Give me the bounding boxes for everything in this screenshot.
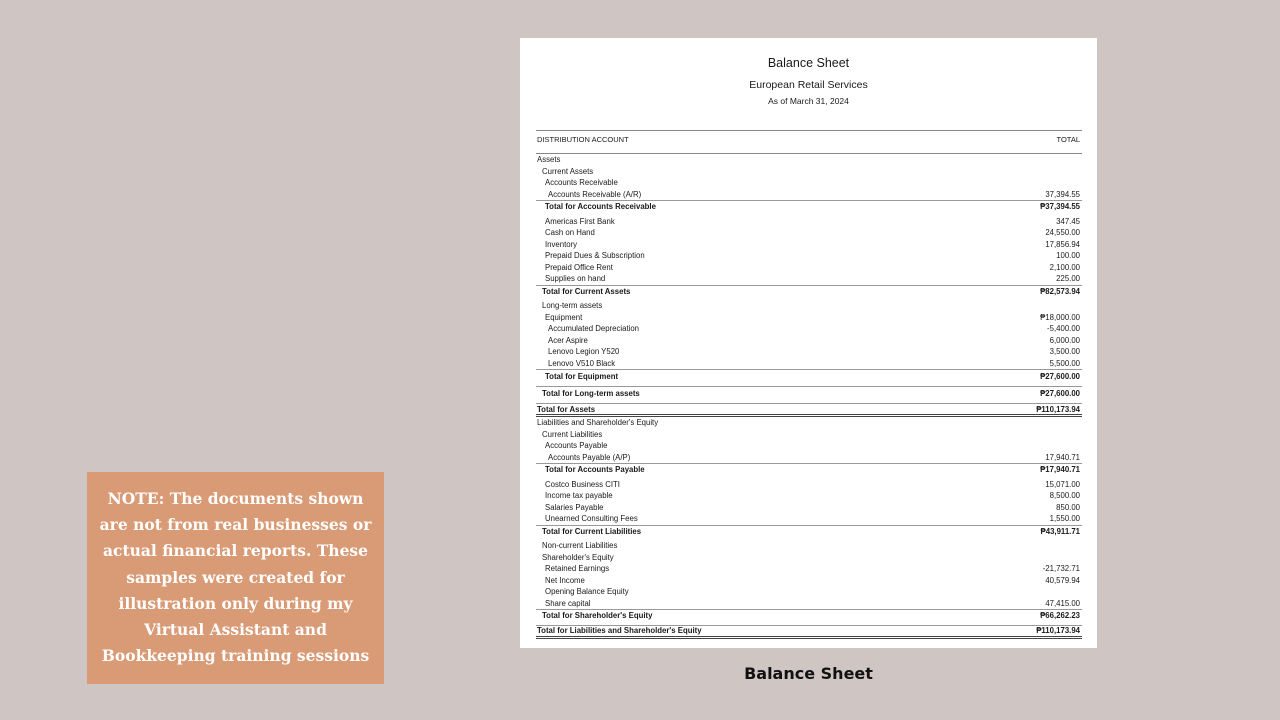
grand-total-row: Total for Assets ₱110,173.94 [536,403,1082,417]
company-name: European Retail Services [749,79,868,91]
subtotal-row: Total for Current Assets ₱82,573.94 [536,285,1082,298]
subtotal-row: Total for Accounts Receivable ₱37,394.55 [536,200,1082,213]
subtotal-row: Total for Equipment ₱27,600.00 [536,369,1082,383]
account-row: Lenovo V510 Black 5,500.00 [548,358,1080,368]
account-row: Unearned Consulting Fees 1,550.00 [545,514,1080,524]
report-title: Balance Sheet [767,56,850,70]
account-row: Opening Balance Equity [545,587,629,597]
group-header: Accounts Payable [545,441,608,451]
total-column-header: TOTAL [1056,134,1080,144]
account-row: Americas First Bank 347.45 [545,216,1080,226]
report-rows [536,154,1082,639]
account-row: Supplies on hand 225.00 [545,274,1080,284]
account-column-header: DISTRIBUTION ACCOUNT [537,134,629,144]
balance-sheet-document [520,38,1097,648]
account-row: Cash on Hand 24,550.00 [545,228,1080,238]
grand-total-row: Total for Liabilities and Shareholder's Equity ₱110,173.94 [536,625,1082,639]
account-row: Retained Earnings -21,732.71 [545,564,1080,574]
group-header: Current Assets [542,166,594,176]
account-row: Accumulated Depreciation -5,400.00 [548,324,1080,334]
subtotal-row: Total for Long-term assets ₱27,600.00 [536,386,1082,400]
account-row: Prepaid Office Rent 2,100.00 [545,262,1080,272]
section-header: Assets [537,155,561,165]
account-row: Inventory 17,856.94 [545,239,1080,249]
image-caption: Balance Sheet [744,664,873,683]
section-header: Liabilities and Shareholder's Equity [537,418,659,428]
account-row: Accounts Receivable (A/R) 37,394.55 [548,189,1080,199]
account-row: Costco Business CITI 15,071.00 [545,479,1080,489]
group-header: Accounts Receivable [545,178,618,188]
group-header: Non-current Liabilities [542,541,618,551]
disclaimer-text: NOTE: The documents shown are not from real businesses or actual financial reports. These samples were created for illustration only during my Virtual Assistant and Bookkeeping training sessions [99,489,372,666]
account-row: Share capital 47,415.00 [545,598,1080,608]
column-header [536,130,1082,154]
subtotal-row: Total for Accounts Payable ₱17,940.71 [536,463,1082,476]
account-row: Lenovo Legion Y520 3,500.00 [548,347,1080,357]
account-row: Equipment ₱18,000.00 [545,312,1080,322]
account-row: Prepaid Dues & Subscription 100.00 [545,251,1080,261]
group-header: Long-term assets [542,301,603,311]
account-row: Income tax payable 8,500.00 [545,491,1080,501]
account-row: Accounts Payable (A/P) 17,940.71 [548,452,1080,462]
report-date: As of March 31, 2024 [768,96,849,106]
group-header: Shareholder's Equity [542,552,614,562]
subtotal-row: Total for Current Liabilities ₱43,911.71 [536,525,1082,538]
group-header: Current Liabilities [542,429,603,439]
account-row: Acer Aspire 6,000.00 [548,335,1080,345]
disclaimer-note [87,472,384,684]
account-row: Salaries Payable 850.00 [545,502,1080,512]
subtotal-row: Total for Shareholder's Equity ₱66,262.23 [536,609,1082,622]
account-row: Net Income 40,579.94 [545,575,1080,585]
